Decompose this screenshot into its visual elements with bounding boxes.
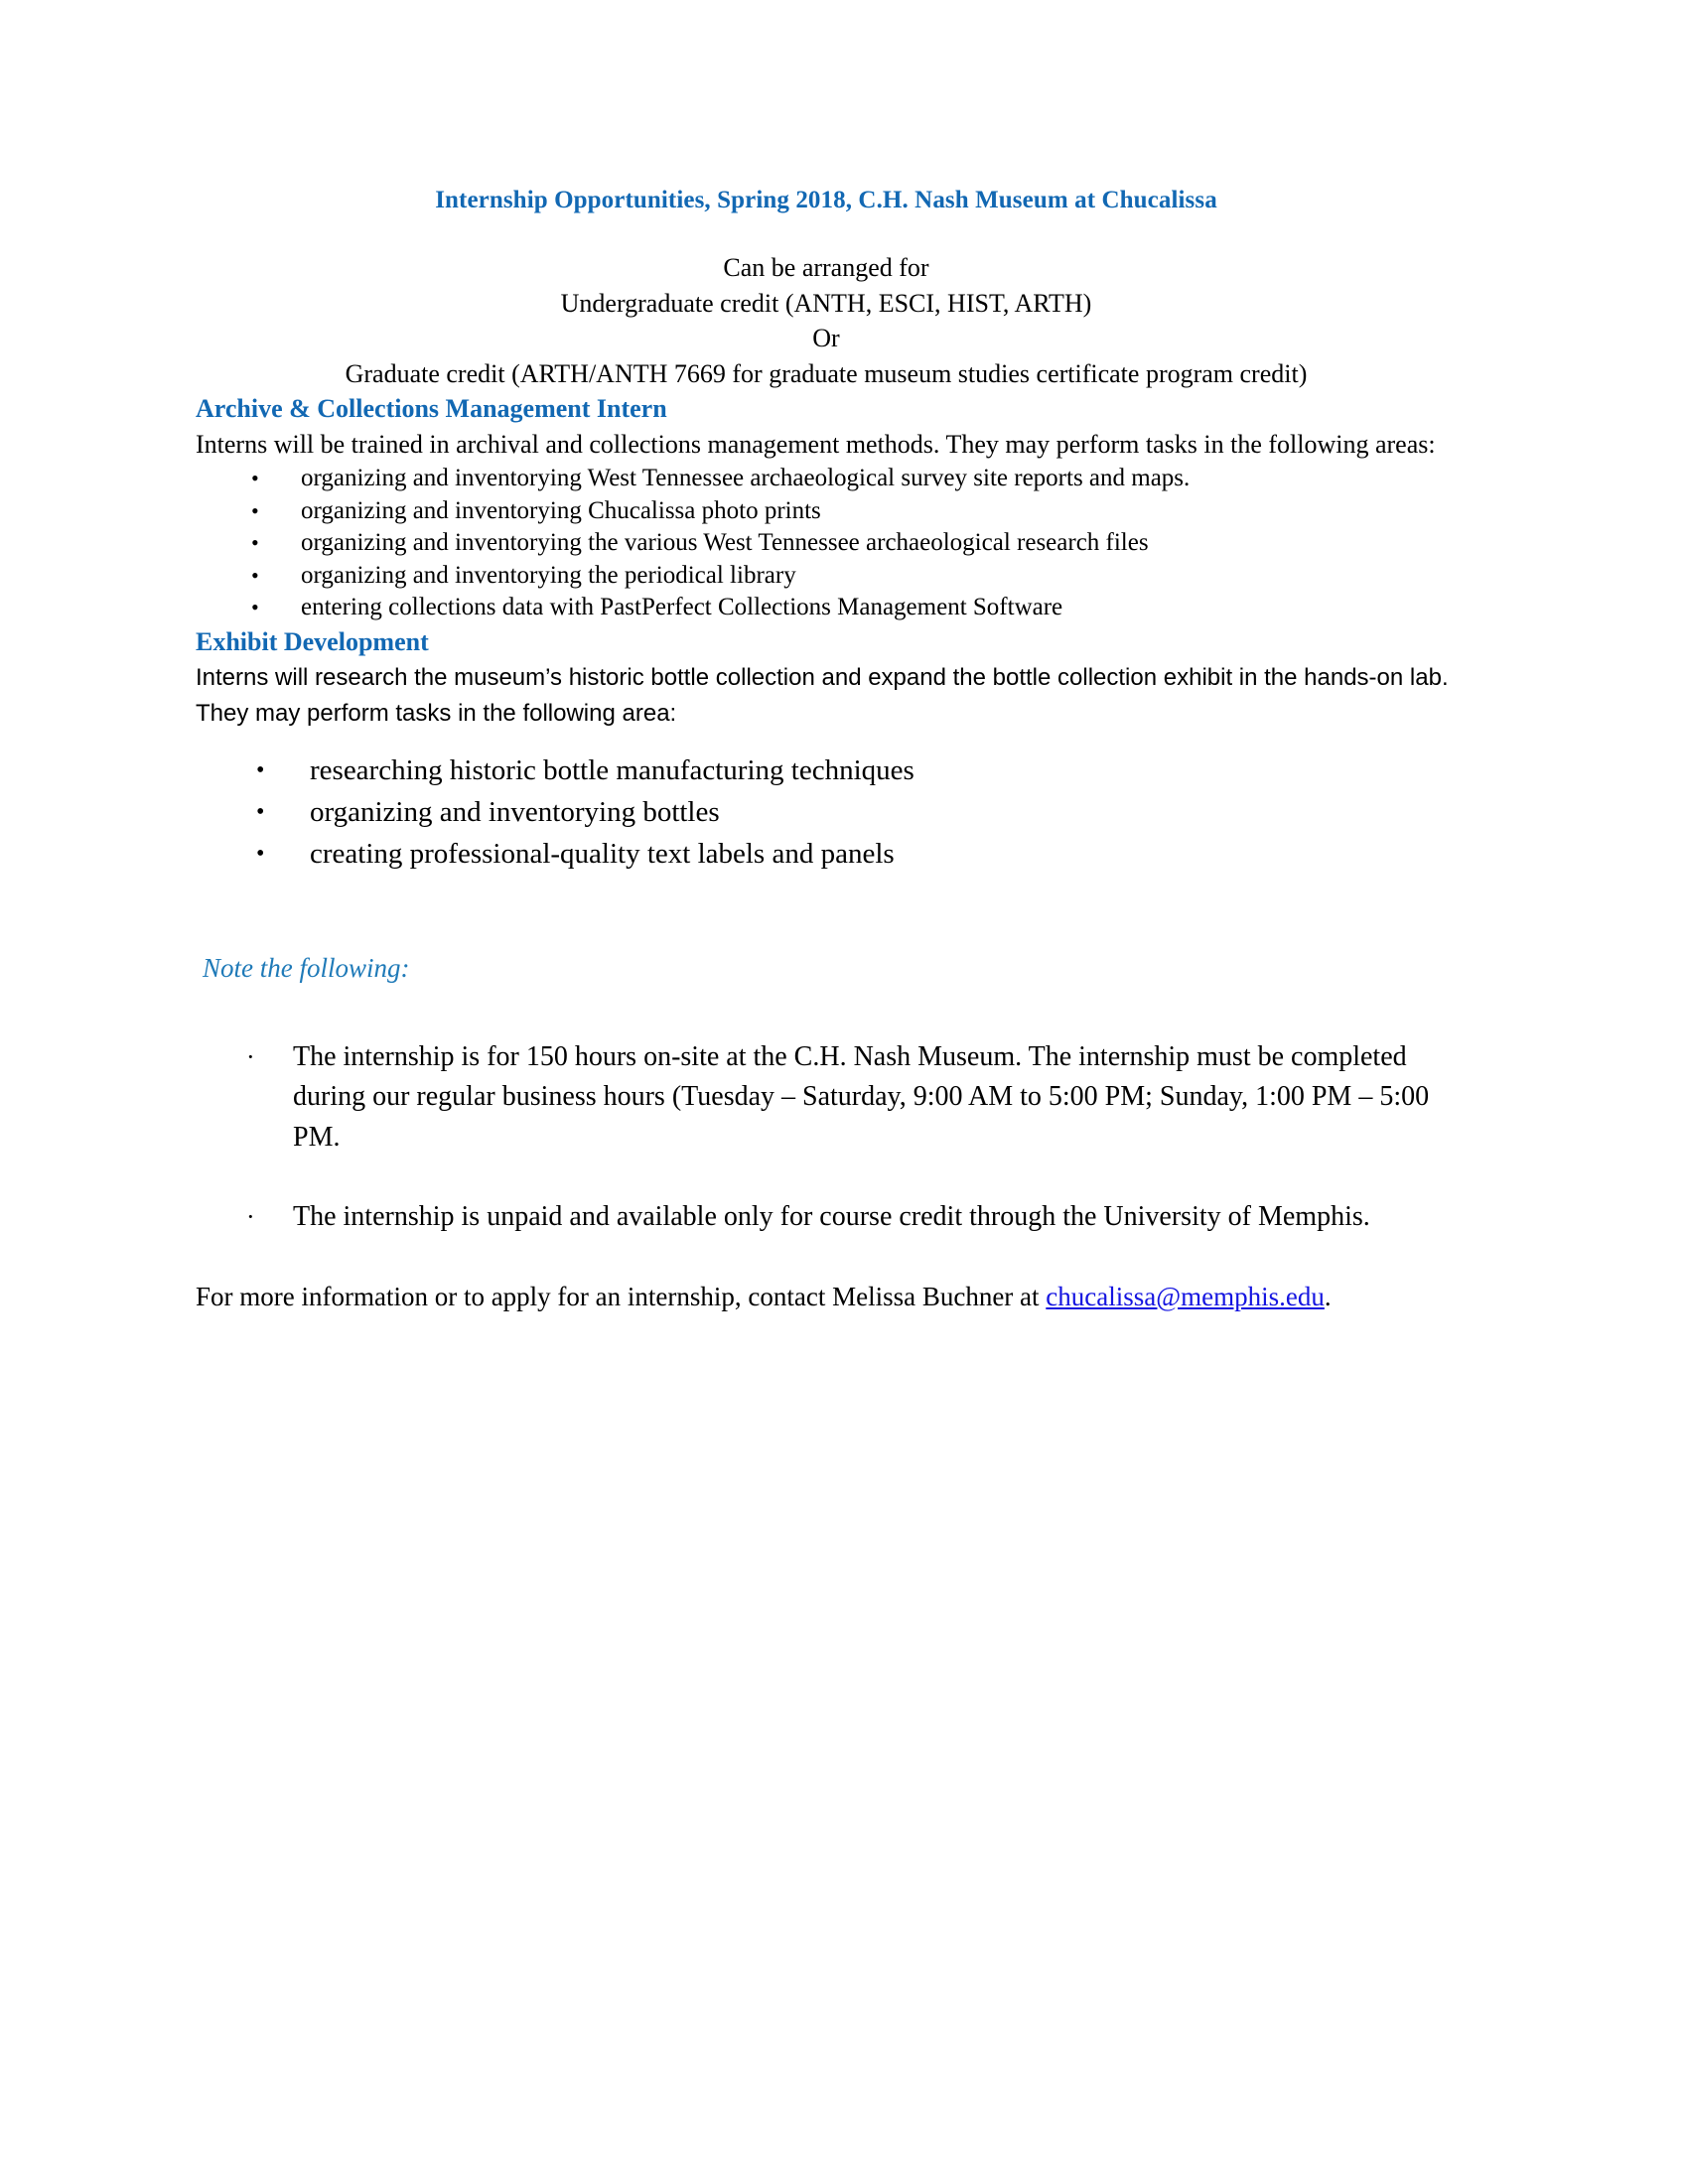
bullet-icon: • <box>256 840 265 867</box>
spacer <box>196 217 1457 250</box>
list-item <box>196 463 1457 495</box>
list-item-label: creating professional-quality text labels and panels <box>310 837 895 870</box>
list-item-label: organizing and inventorying the periodical library <box>301 561 796 589</box>
list-item-label: organizing and inventorying bottles <box>310 795 720 828</box>
list-item <box>196 750 1457 791</box>
bullet-list-archive-collections <box>196 463 1457 624</box>
middot-bullet-icon: · <box>246 1041 255 1071</box>
bullet-icon: • <box>256 798 265 825</box>
middot-bullet-icon: · <box>246 1202 255 1231</box>
list-item <box>196 1037 1457 1159</box>
bullet-icon: • <box>251 530 259 555</box>
bullet-icon: • <box>251 595 259 619</box>
document-body <box>196 184 1457 1315</box>
list-item-label: The internship is unpaid and available only for course credit through the University of Memphis. <box>293 1201 1370 1232</box>
list-item <box>196 833 1457 875</box>
list-item <box>196 1197 1457 1238</box>
spacer <box>196 875 1457 950</box>
intro-line-3: Or <box>812 324 840 352</box>
bullet-icon: • <box>256 756 265 783</box>
section-heading-exhibit-development: Exhibit Development <box>196 626 429 656</box>
list-item <box>196 791 1457 833</box>
list-item-label: organizing and inventorying Chucalissa photo prints <box>301 496 821 524</box>
list-item-label: entering collections data with PastPerfect Collections Management Software <box>301 594 1063 620</box>
spacer <box>196 1238 1457 1278</box>
list-item <box>196 592 1457 624</box>
list-item-label: The internship is for 150 hours on-site at the C.H. Nash Museum. The internship must be completed during our regular business hours (Tuesday – Saturday, 9:00 AM to 5:00 PM; Sunday, 1:00 PM – 5:00 PM. <box>293 1040 1430 1153</box>
list-item <box>196 495 1457 528</box>
page-title: Internship Opportunities, Spring 2018, C.H. Nash Museum at Chucalissa <box>435 187 1217 213</box>
bullet-icon: • <box>251 562 259 588</box>
list-item-label: organizing and inventorying the various West Tennessee archaeological research files <box>301 529 1149 556</box>
intro-line-4: Graduate credit (ARTH/ANTH 7669 for graduate museum studies certificate program credit) <box>345 358 1308 388</box>
email-link[interactable]: chucalissa@memphis.edu <box>1046 1281 1325 1311</box>
note-heading: Note the following: <box>203 952 410 983</box>
closing-paragraph <box>196 1278 1457 1315</box>
closing-text-before: For more information or to apply for an internship, contact Melissa Buchner at <box>196 1281 1047 1311</box>
intro-block <box>196 250 1457 391</box>
list-item-label: organizing and inventorying West Tennessee archaeological survey site reports and maps. <box>301 465 1191 491</box>
spacer <box>196 986 1457 1037</box>
intro-line-2: Undergraduate credit (ANTH, ESCI, HIST, ARTH) <box>560 288 1092 318</box>
list-item <box>196 560 1457 593</box>
closing-text-after: . <box>1324 1281 1332 1311</box>
list-item-label: researching historic bottle manufacturing techniques <box>310 753 914 786</box>
section-paragraph-exhibit-development: Interns will research the museum’s historic bottle collection and expand the bottle collection exhibit in the hands-on lab. They may perform tasks in the following area: <box>196 663 1449 727</box>
intro-line-1: Can be arranged for <box>723 253 929 282</box>
bullet-list-exhibit-development <box>196 750 1457 875</box>
section-heading-archive-collections: Archive & Collections Management Intern <box>196 394 667 423</box>
list-item <box>196 527 1457 560</box>
note-list <box>196 1037 1457 1238</box>
section-paragraph-archive-collections: Interns will be trained in archival and collections management methods. They may perform tasks in the following areas: <box>196 430 1436 459</box>
spacer <box>196 732 1457 750</box>
bullet-icon: • <box>251 466 259 490</box>
bullet-icon: • <box>251 497 259 523</box>
